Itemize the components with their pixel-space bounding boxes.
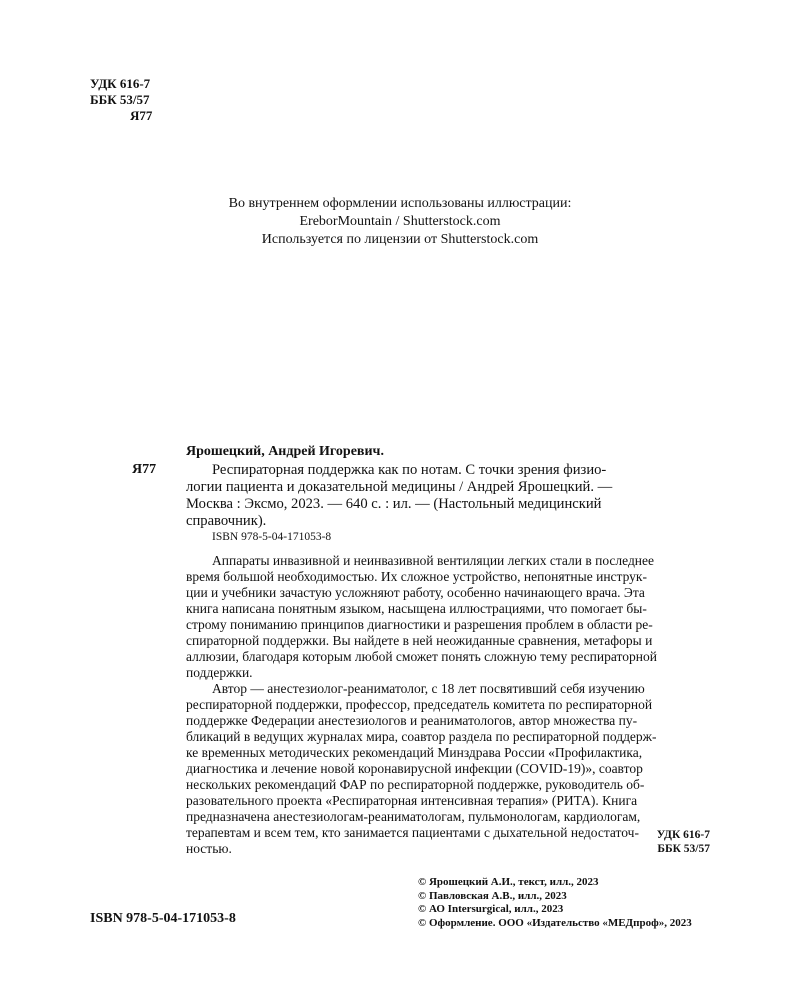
annotation-line: ке временных методических рекомендаций Минздрава России «Профилактика, [186,745,643,760]
copyright-line: © Павловская А.В., илл., 2023 [418,889,567,902]
annotation [186,553,710,857]
title-description [186,462,710,530]
illustrations-line-3: Используется по лицензии от Shutterstock.com [261,232,539,247]
annotation-line: строму пониманию принципов диагностики и разрешения проблем в области ре- [186,617,653,632]
annotation-line: ции и учебники зачастую усложняют работу, особенно начинающего врача. Эта [186,585,645,600]
annotation-line: разовательного проекта «Респираторная интенсивная терапия» (РИТА). Книга [186,793,638,808]
annotation-line: ностью. [186,841,232,856]
udk-code: УДК 616-7 [90,76,151,91]
copyright-line: © АО Intersurgical, илл., 2023 [418,903,564,915]
annotation-line: предназначена анестезиологам-реаниматологам, пульмонологам, кардиологам, [186,809,641,824]
bbk-code: ББК 53/57 [90,92,150,107]
classification-codes [90,76,152,124]
copyright-line: © Ярошецкий А.И., текст, илл., 2023 [418,876,599,888]
footer-isbn: ISBN 978-5-04-171053-8 [90,911,236,926]
illustrations-notice [150,195,650,249]
udk-code-right: УДК 616-7 [656,829,710,841]
annotation-line: бликаций в ведущих журналах мира, соавтор раздела по респираторной поддерж- [186,729,657,744]
illustrations-line-1: Во внутреннем оформлении использованы иллюстрации: [228,196,572,211]
annotation-line: респираторной поддержки, профессор, председатель комитета по респираторной [186,697,653,712]
title-line: логии пациента и доказательной медицины / Андрей Ярошецкий. — [186,479,613,495]
annotation-line: поддержке Федерации анестезиологов и реаниматологов, автор множества пу- [186,713,638,728]
annotation-line: диагностика и лечение новой коронавирусной инфекции (COVID-19)», соавтор [186,761,643,776]
title-line: справочник). [186,513,267,529]
annotation-line: терапевтам и всем тем, кто занимается пациентами с дыхательной недостаточ- [186,825,639,840]
entry-isbn: ISBN 978-5-04-171053-8 [212,531,332,543]
copyright-line: © Оформление. ООО «Издательство «МЕДпроф», 2023 [418,916,692,929]
annotation-line: поддержки. [186,665,253,680]
annotation-line: Автор — анестезиолог-реаниматолог, с 18 лет посвятивший себя изучению [212,681,645,696]
classification-codes-right [600,828,710,856]
title-line: Москва : Эксмо, 2023. — 640 с. : ил. — (Настольный медицинский [186,496,602,512]
annotation-line: книга написана понятным языком, насыщена иллюстрациями, что помогает бы- [186,601,647,616]
bbk-code-right: ББК 53/57 [657,843,710,855]
side-author-mark: Я77 [132,462,157,477]
annotation-line: аллюзии, благодаря которым любой сможет понять сложную тему респираторной [186,649,657,664]
annotation-line: спираторной поддержки. Вы найдете в ней неожиданные сравнения, метафоры и [186,633,653,648]
illustrations-line-2: EreborMountain / Shutterstock.com [299,214,501,229]
annotation-line: время большой необходимостью. Их сложное устройство, непонятные инструк- [186,569,647,584]
title-line: Респираторная поддержка как по нотам. С точки зрения физио- [212,462,607,478]
copyright-block [418,876,692,930]
annotation-line: нескольких рекомендаций ФАР по респираторной поддержке, руководитель об- [186,777,645,792]
author-heading: Ярошецкий, Андрей Игоревич. [186,444,384,459]
annotation-line: Аппараты инвазивной и неинвазивной вентиляции легких стали в последнее [212,553,655,568]
author-mark: Я77 [130,108,153,123]
